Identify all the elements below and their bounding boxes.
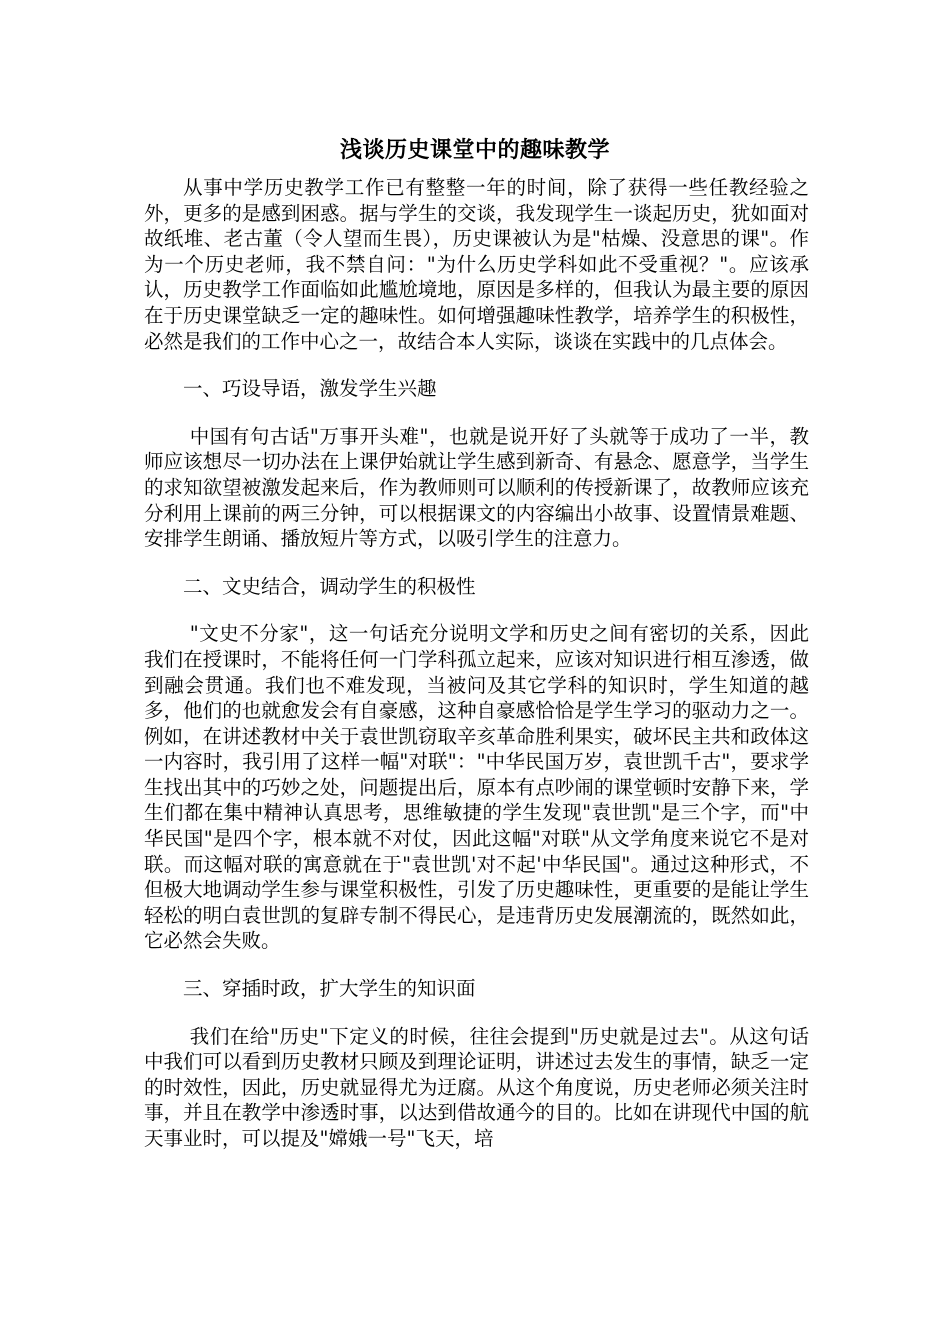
paragraph-spacer: [144, 599, 809, 621]
paragraph-spacer: [144, 954, 809, 976]
intro-paragraph: 从事中学历史教学工作已有整整一年的时间，除了获得一些任教经验之外，更多的是感到困惑。据与学生的交谈，我发现学生一谈起历史，犹如面对故纸堆、老古董（令人望而生畏），历史课被认为是"枯燥、没意思的课"。作为一个历史老师，我不禁自问："为什么历史学科如此不受重视？"。应该承认，历史教学工作面临如此尴尬境地，原因是多样的，但我认为最主要的原因在于历史课堂缺乏一定的趣味性。如何增强趣味性教学，培养学生的积极性，必然是我们的工作中心之一，故结合本人实际，谈谈在实践中的几点体会。: [144, 176, 809, 353]
paragraph-spacer: [144, 1002, 809, 1024]
section-heading-1: 一、巧设导语，激发学生兴趣: [183, 377, 437, 401]
paragraph-spacer: [144, 402, 809, 424]
paragraph-spacer: [144, 354, 809, 376]
section-1-paragraph: 中国有句古话"万事开头难"，也就是说开好了头就等于成功了一半，教师应该想尽一切办法在上课伊始就让学生感到新奇、有悬念、愿意学，当学生的求知欲望被激发起来后，作为教师则可以顺利的传授新课了，故教师应该充分利用上课前的两三分钟，可以根据课文的内容编出小故事、设置情景难题、安排学生朗诵、播放短片等方式，以吸引学生的注意力。: [144, 424, 809, 551]
section-heading-2: 二、文史结合，调动学生的积极性: [183, 574, 476, 598]
section-2-paragraph: "文史不分家"，这一句话充分说明文学和历史之间有密切的关系，因此我们在授课时，不能将任何一门学科孤立起来，应该对知识进行相互渗透，做到融会贯通。我们也不难发现，当被问及其它学科的知识时，学生知道的越多，他们的也就愈发会有自豪感，这种自豪感恰恰是学生学习的驱动力之一。例如，在讲述教材中关于袁世凯窃取辛亥革命胜利果实，破坏民主共和政体这一内容时，我引用了这样一幅"对联"："中华民国万岁，袁世凯千古"，要求学生找出其中的巧妙之处，问题提出后，原本有点吵闹的课堂顿时安静下来，学生们都在集中精神认真思考，思维敏捷的学生发现"袁世凯"是三个字，而"中华民国"是四个字，根本就不对仗，因此这幅"对联"从文学角度来说它不是对联。而这幅对联的寓意就在于"袁世凯'对不起'中华民国"。通过这种形式，不但极大地调动学生参与课堂积极性，引发了历史趣味性，更重要的是能让学生轻松的明白袁世凯的复辟专制不得民心，是违背历史发展潮流的，既然如此，它必然会失败。: [144, 622, 809, 953]
document-title: 浅谈历史课堂中的趣味教学: [339, 137, 610, 163]
section-3-paragraph: 我们在给"历史"下定义的时候，往往会提到"历史就是过去"。从这句话中我们可以看到历史教材只顾及到理论证明，讲述过去发生的事情，缺乏一定的时效性，因此，历史就显得尤为迂腐。从这个角度说，历史老师必须关注时事，并且在教学中渗透时事，以达到借故通今的目的。比如在讲现代中国的航天事业时，可以提及"嫦娥一号"飞天，培: [144, 1024, 809, 1150]
section-heading-3: 三、穿插时政，扩大学生的知识面: [183, 977, 476, 1001]
paragraph-spacer: [144, 552, 809, 574]
document-body: [144, 175, 809, 1152]
